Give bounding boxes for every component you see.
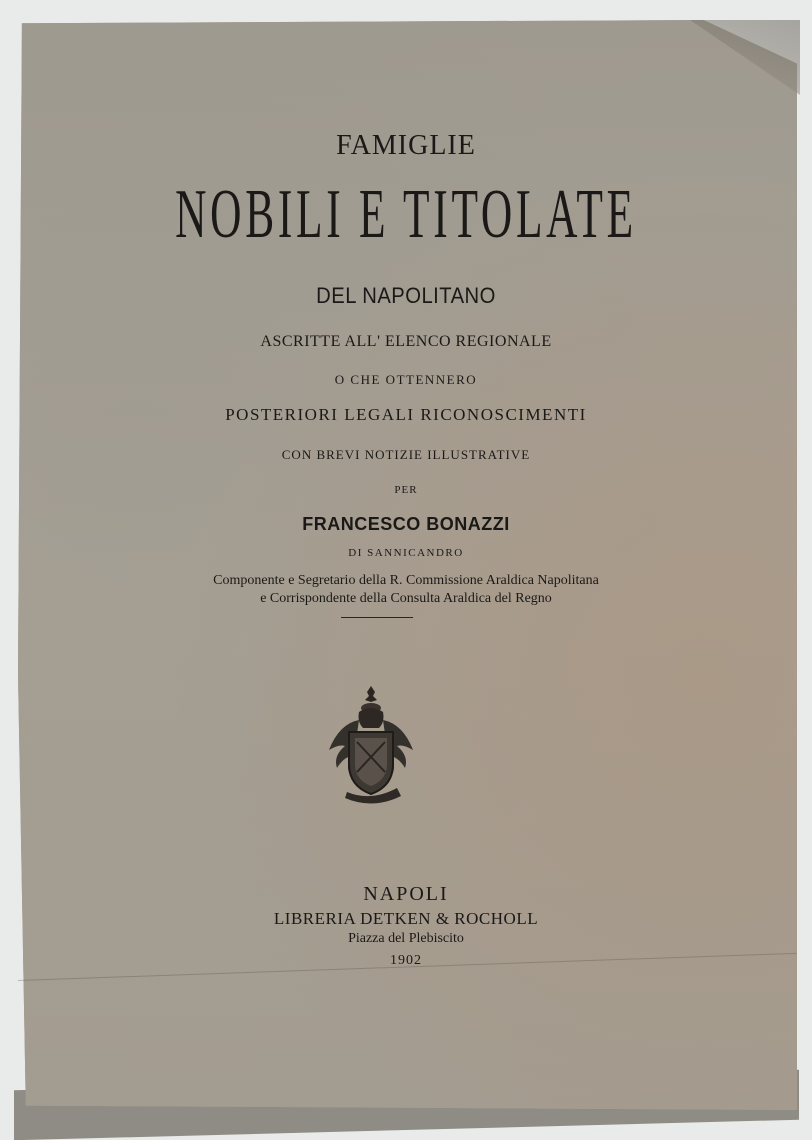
line-ascritte: ASCRITTE ALL' ELENCO REGIONALE: [260, 333, 552, 350]
divider-rule: [341, 617, 413, 618]
publication-city: NAPOLI: [363, 883, 449, 905]
subtitle: DEL NAPOLITANO: [316, 283, 496, 308]
line-ottennero: O CHE OTTENNERO: [334, 372, 478, 387]
heraldic-crest-icon: [325, 682, 417, 807]
author-role-line-2: e Corrispondente della Consulta Araldica del Regno: [260, 591, 552, 606]
author-name: FRANCESCO BONAZZI: [302, 514, 510, 534]
publisher-address: Piazza del Plebiscito: [348, 931, 464, 946]
publisher-name: LIBRERIA DETKEN & ROCHOLL: [273, 909, 539, 928]
publication-year: 1902: [390, 953, 422, 968]
line-posteriori: POSTERIORI LEGALI RICONOSCIMENTI: [225, 405, 587, 424]
pretitle: FAMIGLIE: [336, 130, 476, 161]
author-origin: DI SANNICANDRO: [348, 547, 464, 559]
byline-per: PER: [394, 484, 418, 496]
line-notizie: CON BREVI NOTIZIE ILLUSTRATIVE: [281, 447, 531, 462]
main-title: NOBILI E TITOLATE: [175, 176, 637, 253]
author-role-line-1: Componente e Segretario della R. Commissione Araldica Napolitana: [213, 573, 599, 588]
